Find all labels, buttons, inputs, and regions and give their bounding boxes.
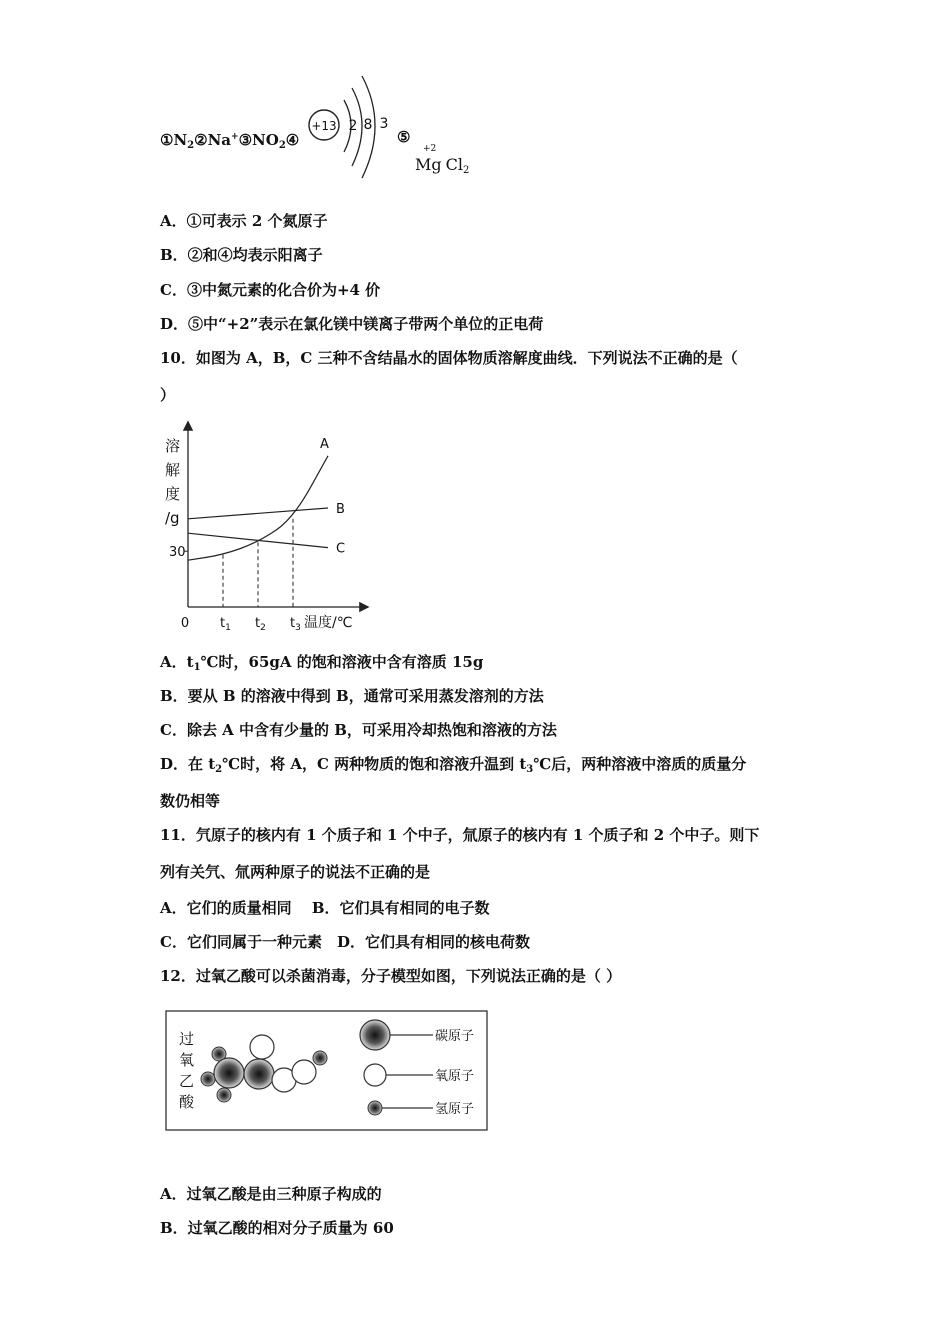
formula-marker-5: ⑤ [397, 128, 411, 146]
q9-formula-row: $①N_2②Na^+③NO_2④$ [160, 131, 300, 151]
q10-stem-cont: ） [160, 386, 176, 404]
carbon-atom [214, 1058, 244, 1088]
shell-count-3: 3 [379, 116, 389, 132]
formula-no2: ③NO [238, 131, 279, 149]
x-axis-label: 温度/℃ [304, 615, 353, 631]
y-tick-label: 30 [169, 545, 186, 561]
q11-stem: 11．氕原子的核内有 1 个质子和 1 个中子，氚原子的核内有 1 个质子和 2 个中子。则下 [160, 826, 760, 844]
hydrogen-atom [201, 1072, 215, 1086]
q12-option-b[interactable]: B．过氧乙酸的相对分子质量为 60 [160, 1219, 394, 1237]
q11-stem-cont: 列有关氕、氚两种原子的说法不正确的是 [160, 863, 431, 881]
q10-option-b[interactable]: B．要从 B 的溶液中得到 B，通常可采用蒸发溶剂的方法 [160, 687, 544, 705]
oxygen-atom [292, 1060, 316, 1084]
y-axis-label-char: 溶 [165, 437, 181, 455]
model-label-char-1: 过 [179, 1030, 195, 1048]
formula-marker-4: ④ [285, 131, 300, 149]
x-tick-label: $t_2$ [255, 616, 266, 633]
shell-count-1: 2 [348, 118, 358, 134]
curve-label-a: A [320, 436, 329, 452]
y-axis-label-char: 度 [165, 485, 181, 503]
legend-hydrogen-icon [368, 1101, 382, 1115]
model-label-char-2: 氧 [179, 1051, 195, 1069]
origin-label: 0 [180, 616, 190, 631]
legend-oxygen-label: 氧原子 [435, 1069, 475, 1084]
q9-option-c[interactable]: C．③中氮元素的化合价为+4 价 [160, 281, 381, 299]
nucleus-label: +13 [311, 119, 337, 133]
carbon-atom [244, 1059, 274, 1089]
mgcl2-formula: Mg $Cl_2$ [415, 155, 470, 176]
y-axis-label-char: 解 [165, 461, 181, 479]
curve-b [188, 508, 328, 519]
model-label-char-3: 乙 [179, 1072, 195, 1090]
legend-carbon-icon [360, 1020, 390, 1050]
q10-option-d-cont: 数仍相等 [160, 792, 221, 810]
q10-option-c[interactable]: C．除去 A 中含有少量的 B，可采用冷却热饱和溶液的方法 [160, 721, 557, 739]
shell-count-2: 8 [363, 117, 373, 133]
formula-na-ion: ②Na [194, 131, 232, 149]
q10-option-d[interactable]: D．在 $t_2℃$时，将 A，C 两种物质的饱和溶液升温到 $t_3℃$后，两种溶液中溶质的质量分 [160, 755, 747, 775]
q10-stem: 10．如图为 A，B，C 三种不含结晶水的固体物质溶解度曲线．下列说法不正确的是（ [160, 349, 738, 367]
atom-structure-diagram [300, 72, 410, 182]
formula-n2: ①N [160, 131, 188, 149]
q11-options-row2[interactable]: C．它们同属于一种元素 D．它们具有相同的核电荷数 [160, 933, 530, 951]
hydrogen-atom [217, 1088, 231, 1102]
q9-option-a[interactable]: A．①可表示 2 个氮原子 [160, 212, 328, 230]
y-axis-label-char: /g [165, 509, 180, 527]
molecule-model-figure [165, 1010, 489, 1132]
q12-stem: 12．过氧乙酸可以杀菌消毒，分子模型如图，下列说法正确的是（ ） [160, 967, 622, 985]
curve-label-c: C [336, 541, 346, 557]
model-label-char-4: 酸 [179, 1093, 195, 1111]
mgcl2-valence-charge: +2 [423, 144, 437, 154]
q9-option-d[interactable]: D．⑤中“+2”表示在氯化镁中镁离子带两个单位的正电荷 [160, 315, 544, 333]
legend-oxygen-icon [364, 1064, 386, 1086]
oxygen-atom [250, 1035, 274, 1059]
legend-carbon-label: 碳原子 [435, 1029, 475, 1044]
x-tick-label: $t_1$ [220, 616, 231, 633]
solubility-chart [155, 415, 395, 640]
hydrogen-atom [313, 1051, 327, 1065]
legend-hydrogen-label: 氢原子 [435, 1102, 475, 1117]
q10-option-a[interactable]: A．$t_1℃$时，65gA 的饱和溶液中含有溶质 15g [160, 653, 484, 673]
q12-option-a[interactable]: A．过氧乙酸是由三种原子构成的 [160, 1185, 382, 1203]
q11-options-row1[interactable]: A．它们的质量相同 B．它们具有相同的电子数 [160, 899, 490, 917]
x-tick-label: $t_3$ [290, 616, 301, 633]
curve-label-b: B [336, 502, 345, 517]
q9-option-b[interactable]: B．②和④均表示阳离子 [160, 246, 323, 264]
